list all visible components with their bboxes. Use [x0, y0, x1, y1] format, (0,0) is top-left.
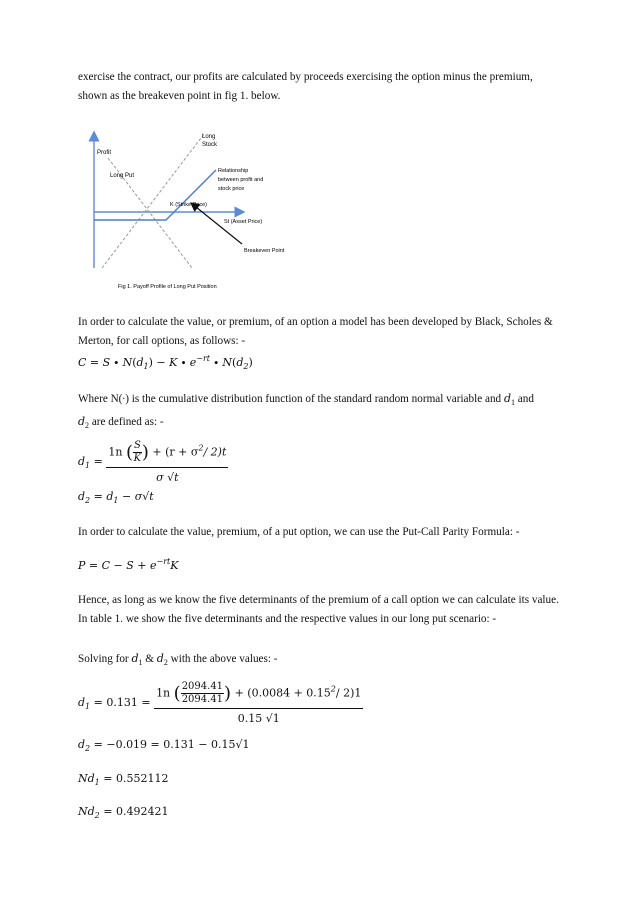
d1-value-equation: $d_1 = 0.131$ = 1n ( $\frac{2094.41}{2094.41}$ ) + ($0.0084 + 0.15^2/$ 2)1 0.15 √1 — [78, 681, 362, 725]
figure-caption: Fig 1. Payoff Profile of Long Put Position — [118, 284, 217, 290]
put-paragraph: In order to calculate the value, premium, of a put option, we can use the Put-Call Parity Formula: - — [78, 526, 520, 538]
d2-equation: $d_2 = d_1 - \sigma√t$ — [78, 490, 154, 505]
long-stock-line — [102, 134, 204, 268]
d1-equation: $d_1$ = 1n ( $\frac{S}{K}$ ) + ($r + \sigma^2/$ 2)t σ √t — [78, 440, 227, 484]
label-relationship-2: between profit and — [218, 177, 264, 183]
hence-paragraph: Hence, as long as we know the five determinants of the premium of a call option we can calculate its value. In table 1. we show the five determinants and the respective values in our long put scenario: - — [78, 594, 559, 625]
d2-value-equation: $d_2 = -0.019 = 0.131 - 0.15√1$ — [78, 738, 250, 753]
nd2-equation: $Nd_2 = 0.492421$ — [78, 805, 169, 820]
nd1-equation: $Nd_1 = 0.552112$ — [78, 772, 169, 787]
label-breakeven: Breakeven Point — [244, 248, 285, 254]
label-long-put: Long Put — [110, 173, 135, 179]
label-profit: Profit — [97, 150, 112, 156]
bsm-paragraph: In order to calculate the value, or premium, of an option a model has been developed by Black, Scholes & Merton, for call options, as follows: - — [78, 316, 553, 347]
intro-paragraph: exercise the contract, our profits are calculated by proceeds exercising the option minus the premium, shown as the breakeven point in fig 1. below. — [78, 71, 533, 102]
label-asset: St (Asset Price) — [224, 219, 263, 225]
put-equation: $P = C - S + e^{-rt}K$ — [78, 557, 179, 572]
solving-paragraph: Solving for $d_1$ & $d_2$ with the above values: - — [78, 652, 278, 667]
payoff-figure — [80, 128, 380, 293]
label-strike: K (Strike Price) — [170, 202, 207, 208]
where-paragraph: Where N(∙) is the cumulative distribution function of the standard random normal variable and $d_1$ and $d_2$ are defined as: - — [78, 392, 534, 430]
label-long-stock-2: Stock — [202, 142, 218, 148]
label-relationship-3: stock price — [218, 186, 245, 192]
call-equation: $C = S \cdot N(d_1) - K \cdot e^{-rt} \cdot N(d_2)$ — [78, 354, 253, 371]
label-long-stock-1: Long — [202, 134, 216, 140]
label-relationship-1: Relationship — [218, 168, 249, 174]
